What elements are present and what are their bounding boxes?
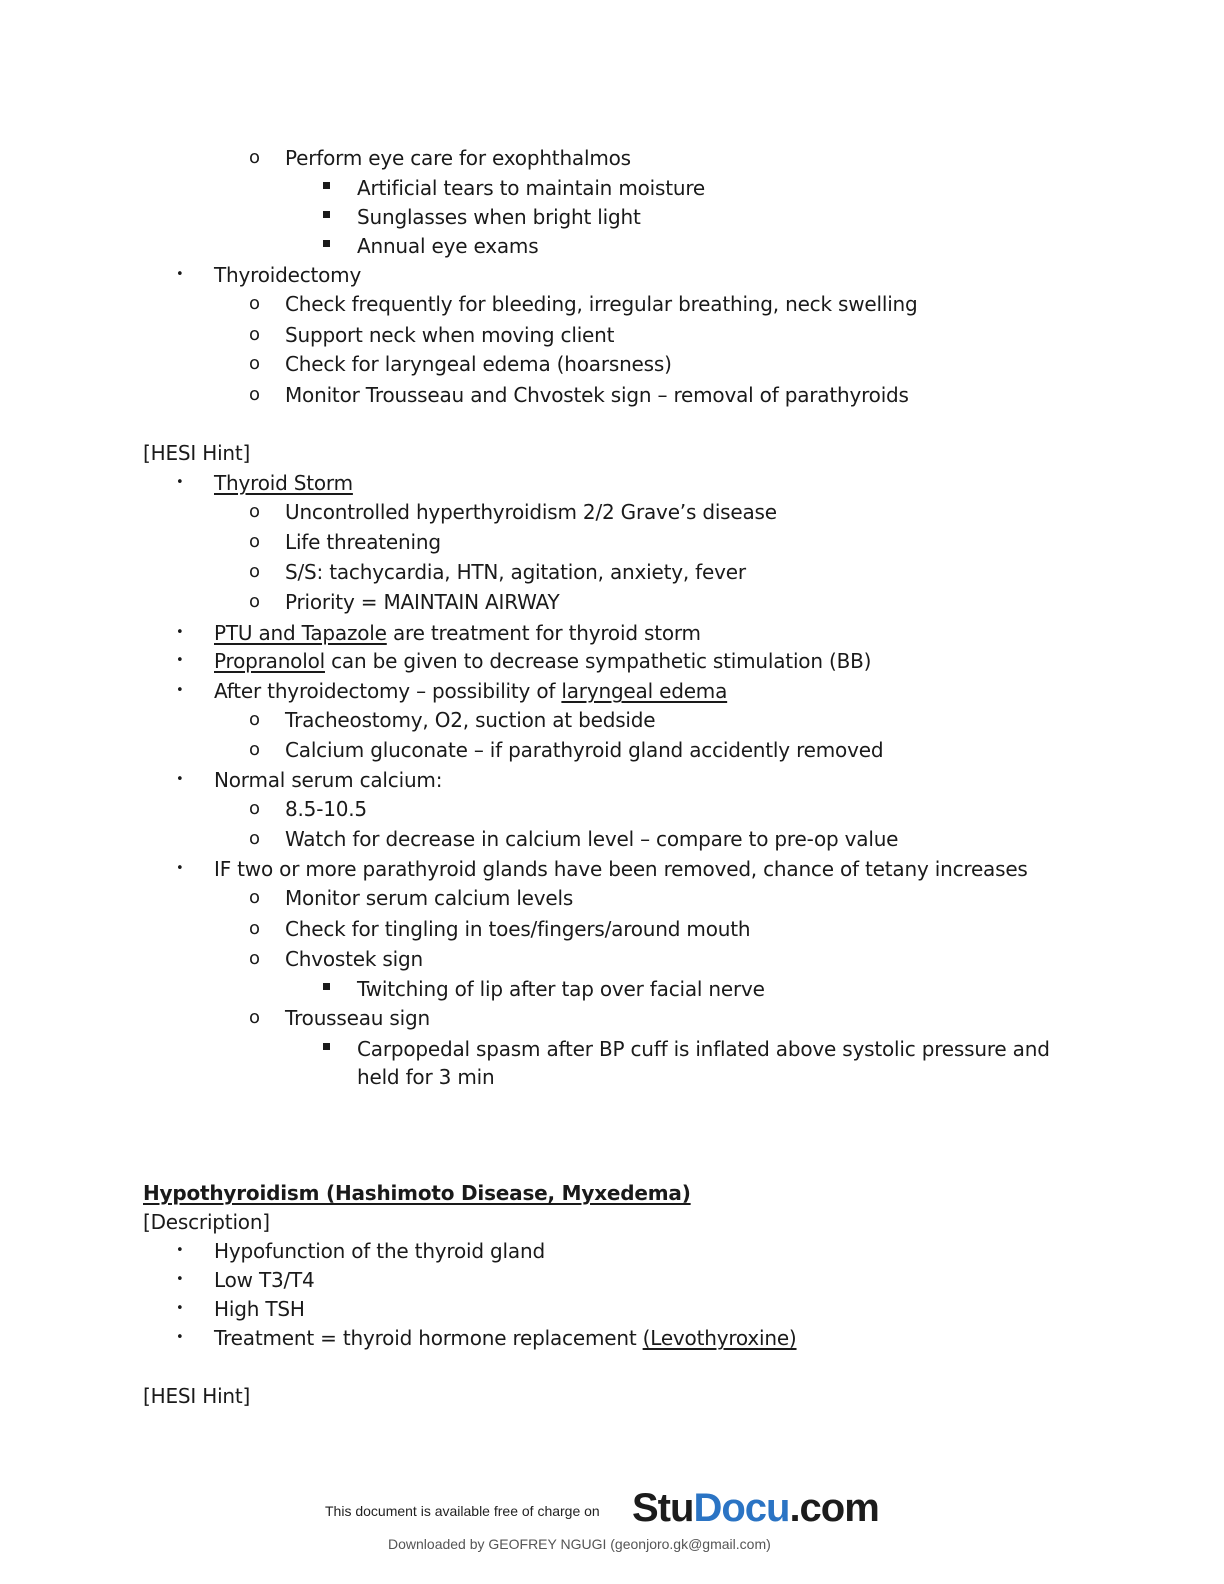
footer-downloaded-by: Downloaded by GEOFREY NGUGI (geonjoro.gk@gmail.com)	[388, 1536, 771, 1552]
studocu-logo[interactable]	[632, 1484, 879, 1532]
logo-part-com: .com	[789, 1486, 879, 1530]
list-item: Carpopedal spasm after BP cuff is inflated above systolic pressure and	[357, 1037, 1050, 1061]
list-item	[214, 1326, 797, 1350]
section-heading: Hypothyroidism (Hashimoto Disease, Myxedema)	[143, 1181, 691, 1205]
bullet-circle: o	[249, 739, 261, 760]
bullet-dot: •	[176, 1301, 184, 1316]
list-item: Low T3/T4	[214, 1268, 315, 1292]
bullet-dot: •	[176, 475, 184, 490]
list-item-text: Treatment = thyroid hormone replacement	[214, 1326, 643, 1350]
list-item: Tracheostomy, O2, suction at bedside	[285, 708, 656, 732]
bullet-circle: o	[249, 353, 261, 374]
bullet-circle: o	[249, 828, 261, 849]
bullet-circle: o	[249, 948, 261, 969]
list-item: Life threatening	[285, 530, 441, 554]
list-item: Check for laryngeal edema (hoarsness)	[285, 352, 672, 376]
bullet-dot: •	[176, 625, 184, 640]
list-item: Chvostek sign	[285, 947, 423, 971]
bullet-circle: o	[249, 561, 261, 582]
bullet-circle: o	[249, 147, 261, 168]
bullet-dot: •	[176, 772, 184, 787]
section-label: [HESI Hint]	[143, 441, 251, 465]
list-item: Thyroid Storm	[214, 471, 353, 495]
list-item: High TSH	[214, 1297, 305, 1321]
bullet-square	[323, 240, 330, 247]
section-label: [HESI Hint]	[143, 1384, 251, 1408]
bullet-circle: o	[249, 384, 261, 405]
list-item: Thyroidectomy	[214, 263, 362, 287]
list-item: Priority = MAINTAIN AIRWAY	[285, 590, 560, 614]
list-item: Trousseau sign	[285, 1006, 430, 1030]
list-item: Hypofunction of the thyroid gland	[214, 1239, 545, 1263]
list-item	[214, 621, 701, 645]
bullet-dot: •	[176, 267, 184, 282]
list-item: Normal serum calcium:	[214, 768, 443, 792]
list-item: Uncontrolled hyperthyroidism 2/2 Grave’s disease	[285, 500, 777, 524]
bullet-square	[323, 211, 330, 218]
bullet-dot: •	[176, 1243, 184, 1258]
bullet-circle: o	[249, 1007, 261, 1028]
list-item: Support neck when moving client	[285, 323, 615, 347]
bullet-circle: o	[249, 293, 261, 314]
list-item: S/S: tachycardia, HTN, agitation, anxiety, fever	[285, 560, 746, 584]
list-item: Annual eye exams	[357, 234, 539, 258]
bullet-circle: o	[249, 324, 261, 345]
drug-name: Propranolol	[214, 649, 325, 673]
list-item-continuation: held for 3 min	[357, 1065, 495, 1089]
emphasis-term: laryngeal edema	[561, 679, 728, 703]
list-item: Watch for decrease in calcium level – compare to pre-op value	[285, 827, 899, 851]
list-item-text: are treatment for thyroid storm	[386, 621, 701, 645]
bullet-square	[323, 1043, 330, 1050]
bullet-square	[323, 983, 330, 990]
list-item-text: can be given to decrease sympathetic stimulation (BB)	[324, 649, 872, 673]
drug-name: PTU and Tapazole	[214, 621, 387, 645]
list-item: Calcium gluconate – if parathyroid gland accidently removed	[285, 738, 884, 762]
list-item: Twitching of lip after tap over facial nerve	[357, 977, 765, 1001]
list-item: IF two or more parathyroid glands have been removed, chance of tetany increases	[214, 857, 1028, 881]
bullet-circle: o	[249, 591, 261, 612]
drug-name: (Levothyroxine)	[642, 1326, 797, 1350]
bullet-circle: o	[249, 709, 261, 730]
list-item	[214, 679, 727, 703]
bullet-dot: •	[176, 1330, 184, 1345]
list-item: Monitor Trousseau and Chvostek sign – removal of parathyroids	[285, 383, 909, 407]
section-label: [Description]	[143, 1210, 270, 1234]
logo-part-stu: Stu	[632, 1486, 694, 1530]
bullet-dot: •	[176, 1272, 184, 1287]
bullet-dot: •	[176, 653, 184, 668]
list-item: Perform eye care for exophthalmos	[285, 146, 631, 170]
list-item: 8.5-10.5	[285, 797, 367, 821]
bullet-circle: o	[249, 501, 261, 522]
logo-part-docu: Docu	[693, 1486, 790, 1530]
bullet-dot: •	[176, 861, 184, 876]
list-item	[214, 649, 871, 673]
bullet-circle: o	[249, 918, 261, 939]
bullet-square	[323, 182, 330, 189]
list-item: Monitor serum calcium levels	[285, 886, 574, 910]
list-item: Sunglasses when bright light	[357, 205, 641, 229]
bullet-dot: •	[176, 683, 184, 698]
footer-availability-note: This document is available free of charge on	[325, 1503, 600, 1519]
bullet-circle: o	[249, 798, 261, 819]
list-item: Check for tingling in toes/fingers/around mouth	[285, 917, 751, 941]
list-item: Check frequently for bleeding, irregular breathing, neck swelling	[285, 292, 918, 316]
bullet-circle: o	[249, 887, 261, 908]
list-item: Artificial tears to maintain moisture	[357, 176, 706, 200]
list-item-text: After thyroidectomy – possibility of	[214, 679, 562, 703]
bullet-circle: o	[249, 531, 261, 552]
